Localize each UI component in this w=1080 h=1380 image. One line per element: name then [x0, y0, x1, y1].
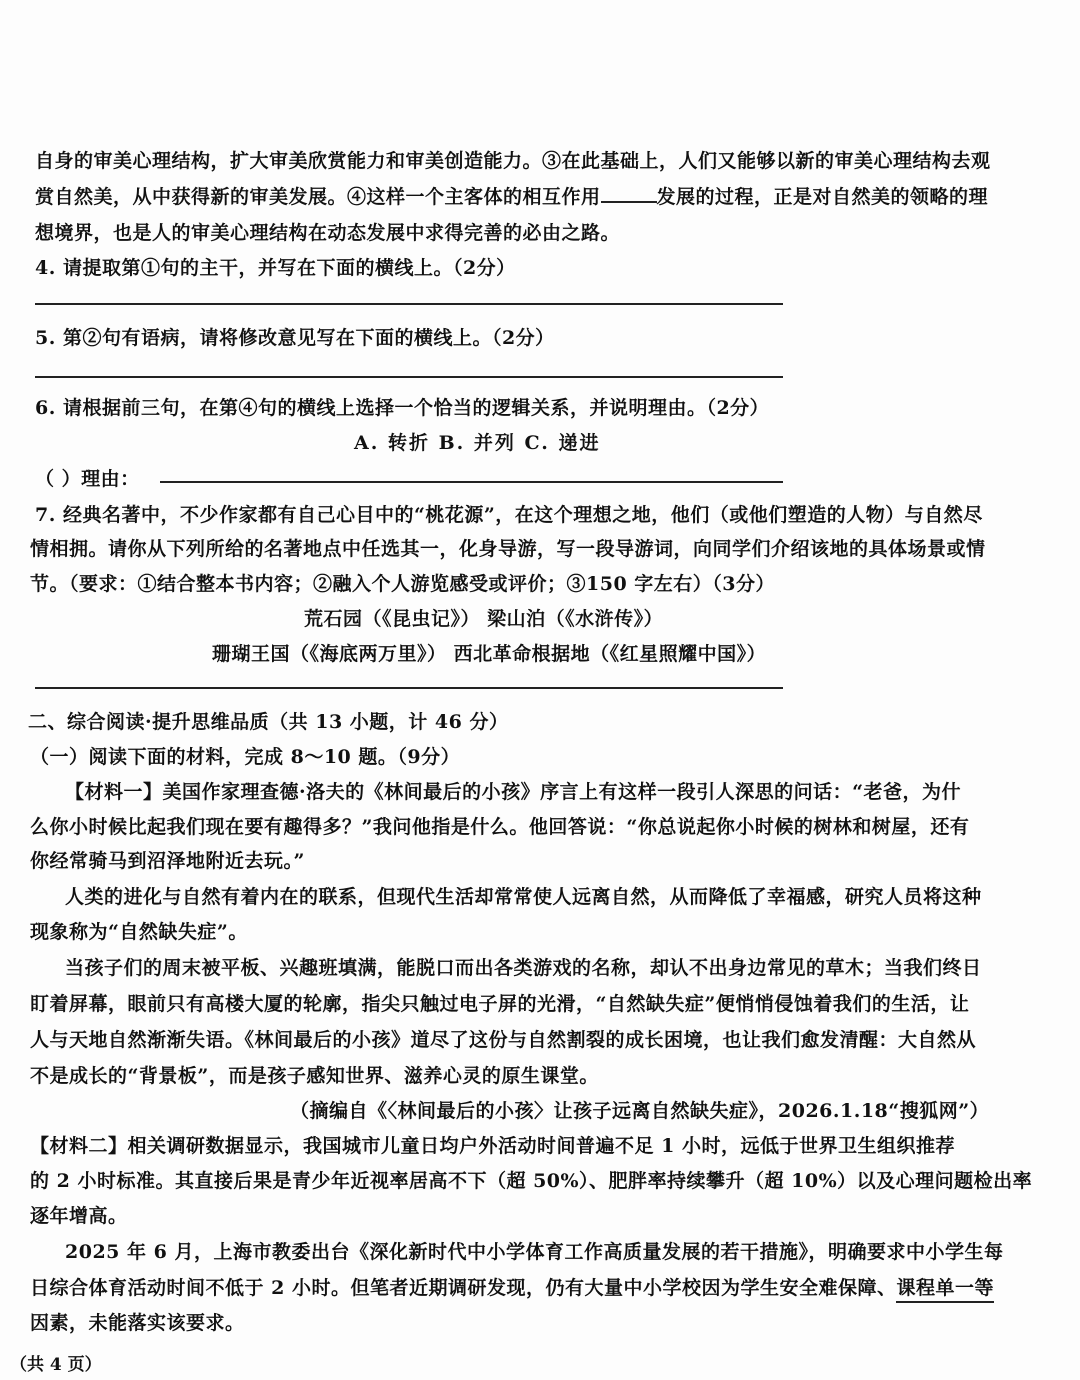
material-1-line-3: 你经常骑马到沼泽地附近去玩。”: [30, 850, 305, 872]
passage-line-2-end: 发展的过程，正是对自然美的领略的理: [656, 186, 989, 208]
material-1-line-9: 不是成长的“背景板”，而是孩子感知世界、滋养心灵的原生课堂。: [30, 1065, 599, 1087]
question-7-line-3: 节。（要求：①结合整本书内容；②融入个人游览感受或评价；③150 字左右）（3分）: [30, 573, 775, 595]
material-1-line-6: 当孩子们的周末被平板、兴趣班填满，能脱口而出各类游戏的名称，却认不出身边常见的草木；当我们终日: [65, 957, 982, 979]
page-count-footer: （共 4 页）: [10, 1355, 102, 1375]
answer-line-q4: [35, 303, 783, 305]
material-2-line-1: 【材料二】相关调研数据显示，我国城市儿童日均户外活动时间普遍不足 1 小时，远低于世界卫生组织推荐: [30, 1135, 955, 1157]
answer-line-q5: [35, 376, 783, 378]
material-2-line-6: 因素，未能落实该要求。: [30, 1312, 245, 1334]
passage-line-2: [35, 182, 988, 209]
question-7-line-1: 7. 经典名著中，不少作家都有自己心目中的“桃花源”，在这个理想之地，他们（或他们塑造的人物）与自然尽: [35, 504, 983, 526]
answer-line-q6: [160, 481, 783, 483]
passage-line-2-start: 赏自然美，从中获得新的审美发展。④这样一个主客体的相互作用: [35, 186, 601, 208]
material-2-line-5-start: 日综合体育活动时间不低于 2 小时。但笔者近期调研发现，仍有大量中小学校因为学生安全难保障、: [30, 1277, 897, 1299]
material-2-line-4: 2025 年 6 月，上海市教委出台《深化新时代中小学体育工作高质量发展的若干措施》，明确要求中小学生每: [65, 1241, 1004, 1263]
material-2-line-3: 逐年增高。: [30, 1205, 128, 1227]
material-1-line-8: 人与天地自然渐渐失语。《林间最后的小孩》道尽了这份与自然割裂的成长困境，也让我们愈发清醒：大自然从: [30, 1029, 977, 1051]
material-2-line-2: 的 2 小时标准。其直接后果是青少年近视率居高不下（超 50%）、肥胖率持续攀升（超 10%）以及心理问题检出率: [30, 1170, 1033, 1192]
answer-line-q7: [35, 687, 783, 689]
fill-blank: [601, 183, 657, 203]
material-1-line-5: 现象称为“自然缺失症”。: [30, 921, 248, 943]
question-7-places-1: 荒石园（《昆虫记》） 梁山泊（《水浒传》）: [304, 608, 664, 630]
question-6-answer-label: （ ）理由：: [35, 468, 140, 490]
material-1-source: （摘编自《〈林间最后的小孩〉让孩子远离自然缺失症》，2026.1.18“搜狐网”）: [290, 1100, 990, 1122]
passage-line-3: 想境界，也是人的审美心理结构在动态发展中求得完善的必由之路。: [35, 222, 621, 244]
section-2-subtitle: （一）阅读下面的材料，完成 8～10 题。（9分）: [30, 746, 461, 768]
question-4: 4. 请提取第①句的主干，并写在下面的横线上。（2分）: [35, 257, 516, 279]
material-1-line-4: 人类的进化与自然有着内在的联系，但现代生活却常常使人远离自然，从而降低了幸福感，研究人员将这种: [65, 886, 982, 908]
passage-line-1: 自身的审美心理结构，扩大审美欣赏能力和审美创造能力。③在此基础上，人们又能够以新的审美心理结构去观: [35, 150, 991, 172]
section-2-title: 二、综合阅读·提升思维品质（共 13 小题，计 46 分）: [28, 711, 509, 733]
underlined-phrase: 课程单一等: [896, 1277, 994, 1303]
question-6-options: A. 转折 B. 并列 C. 递进: [354, 432, 601, 454]
material-1-line-2: 么你小时候比起我们现在要有趣得多？”我问他指是什么。他回答说：“你总说起你小时候的树林和树屋，还有: [30, 816, 970, 838]
question-7-places-2: 珊瑚王国（《海底两万里》） 西北革命根据地（《红星照耀中国》）: [212, 643, 767, 665]
material-1-line-7: 盯着屏幕，眼前只有高楼大厦的轮廓，指尖只触过电子屏的光滑，“自然缺失症”便悄悄侵蚀着我们的生活，让: [30, 993, 970, 1015]
question-6: 6. 请根据前三句，在第④句的横线上选择一个恰当的逻辑关系，并说明理由。（2分）: [35, 397, 770, 419]
question-7-line-2: 情相拥。请你从下列所给的名著地点中任选其一，化身导游，写一段导游词，向同学们介绍该地的具体场景或情: [30, 538, 986, 560]
material-2-line-5: [30, 1273, 994, 1300]
material-1-line-1: 【材料一】美国作家理查德·洛夫的《林间最后的小孩》序言上有这样一段引人深思的问话：“老爸，为什: [65, 781, 962, 803]
question-5: 5. 第②句有语病，请将修改意见写在下面的横线上。（2分）: [35, 327, 555, 349]
